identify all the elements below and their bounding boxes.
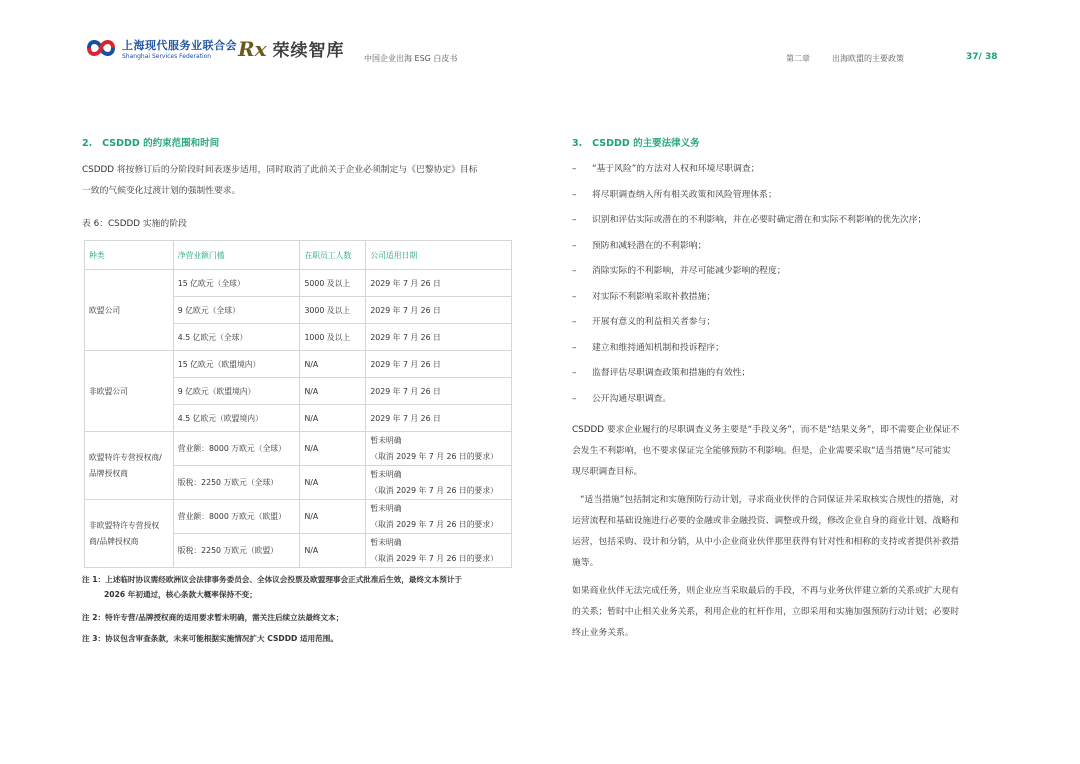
dash-bullet: – [572, 291, 577, 302]
date-line: （取消 2029 年 7 月 26 日的要求） [370, 519, 498, 529]
list-item [572, 208, 1012, 234]
table-row [85, 500, 512, 534]
employees-cell: N/A [300, 500, 366, 534]
table-header-row [85, 241, 512, 270]
paragraph-line: 终止业务关系。 [572, 628, 634, 638]
date-line: （取消 2029 年 7 月 26 日的要求） [370, 451, 498, 461]
list-item [572, 336, 1012, 362]
note-line: 2026 年初通过，核心条款大概率保持不变； [104, 590, 257, 599]
list-item-text: “基于风险”的方法对人权和环境尽职调查； [592, 164, 760, 174]
date-cell: 2029 年 7 月 26 日 [366, 270, 512, 297]
dash-bullet: – [572, 317, 577, 327]
date-line: 暂未明确 [370, 435, 402, 445]
list-item-text: 公开沟通尽职调查。 [592, 393, 672, 404]
section-title-scope: 2. CSDDD 的约束范围和时间 [82, 138, 220, 149]
category-cell [85, 432, 174, 500]
obligation-paragraph-2 [572, 490, 1012, 574]
threshold-cell: 15 亿欧元（全球） [173, 270, 300, 297]
table-note-1 [82, 572, 522, 602]
employees-cell: N/A [300, 432, 366, 466]
list-item [572, 234, 1012, 260]
list-item-text: 消除实际的不利影响，并尽可能减少影响的程度； [592, 266, 786, 276]
employees-cell: 5000 及以上 [300, 270, 366, 297]
note-line: 注 1：上述临时协议需经欧洲议会法律事务委员会、全体议会投票及欧盟理事会正式批准后生效，最终文本预计于 [82, 575, 463, 584]
threshold-cell: 9 亿欧元（欧盟境内） [173, 378, 300, 405]
date-line: 暂未明确 [370, 503, 402, 513]
paragraph-line: 会发生不利影响，也不要求保证完全能够预防不利影响。但是，企业需要采取“适当措施”尽可能实 [572, 446, 951, 456]
employees-cell: 3000 及以上 [300, 297, 366, 324]
list-item-text: 将尽职调查纳入所有相关政策和风险管理体系； [592, 189, 777, 200]
list-item [572, 259, 1012, 285]
list-item-text: 对实际不利影响采取补救措施； [592, 291, 716, 302]
employees-cell: N/A [300, 466, 366, 500]
dash-bullet: – [572, 240, 577, 251]
table-header-cell: 公司适用日期 [366, 241, 512, 270]
category-cell [85, 500, 174, 568]
list-item [572, 387, 1012, 413]
table-header-cell: 在职员工人数 [300, 241, 366, 270]
date-cell: 2029 年 7 月 26 日 [366, 378, 512, 405]
list-item [572, 183, 1012, 209]
category-line: 非欧盟特许专营授权 [89, 520, 160, 530]
date-line: （取消 2029 年 7 月 26 日的要求） [370, 553, 498, 563]
paragraph-line: 施等。 [572, 558, 599, 568]
table-caption: 表 6：CSDDD 实施的阶段 [82, 219, 187, 229]
date-cell: 2029 年 7 月 26 日 [366, 351, 512, 378]
intro-line: CSDDD 将按修订后的分阶段时间表逐步适用，同时取消了此前关于企业必须制定与《巴黎协定》目标 [82, 165, 478, 175]
category-line: 商/品牌授权商 [89, 536, 139, 546]
category-line: 品牌授权商 [89, 468, 128, 478]
employees-cell: 1000 及以上 [300, 324, 366, 351]
date-cell: 2029 年 7 月 26 日 [366, 297, 512, 324]
rx-logo-mark: Rx [238, 36, 267, 61]
intro-line: 一致的气候变化过渡计划的强制性要求。 [82, 186, 241, 196]
threshold-cell: 4.5 亿欧元（欧盟境内） [173, 405, 300, 432]
threshold-cell: 4.5 亿欧元（全球） [173, 324, 300, 351]
table-header-cell: 净营业额门槛 [173, 241, 300, 270]
dash-bullet: – [572, 266, 577, 276]
category-cell: 欧盟公司 [85, 270, 174, 351]
list-item [572, 157, 1012, 183]
date-line: （取消 2029 年 7 月 26 日的要求） [370, 485, 498, 495]
dash-bullet: – [572, 164, 577, 174]
dash-bullet: – [572, 368, 577, 378]
table-row [85, 432, 512, 466]
date-line: 暂未明确 [370, 469, 402, 479]
paragraph-line: 现尽职调查目标。 [572, 467, 643, 477]
dash-bullet: – [572, 189, 577, 200]
employees-cell: N/A [300, 351, 366, 378]
list-item [572, 361, 1012, 387]
paragraph-line: “适当措施”包括制定和实施预防行动计划，寻求商业伙伴的合同保证并采取核实合规性的措施，对 [580, 495, 959, 505]
date-cell: 2029 年 7 月 26 日 [366, 324, 512, 351]
report-title: 中国企业出海 ESG 白皮书 [364, 54, 458, 63]
threshold-cell: 营业额：8000 万欧元（欧盟） [173, 500, 300, 534]
list-item-text: 监督评估尽职调查政策和措施的有效性； [592, 368, 751, 378]
list-item-text: 建立和维持通知机制和投诉程序； [592, 342, 724, 353]
threshold-cell: 版税：2250 万欧元（全球） [173, 466, 300, 500]
ssf-logo [86, 36, 237, 60]
csddd-phase-table [84, 240, 512, 568]
page-header [0, 0, 1080, 80]
table-row [85, 270, 512, 297]
list-item-text: 开展有意义的利益相关者参与； [592, 317, 716, 327]
section-title-obligations: 3. CSDDD 的主要法律义务 [572, 138, 700, 149]
rx-brand-name: 荣续智库 [272, 41, 345, 61]
chapter-label: 第二章 [786, 54, 810, 63]
obligations-list [572, 157, 1012, 412]
date-cell [366, 500, 512, 534]
date-cell [366, 534, 512, 568]
date-cell: 2029 年 7 月 26 日 [366, 405, 512, 432]
dash-bullet: – [572, 342, 577, 353]
date-cell [366, 432, 512, 466]
list-item [572, 285, 1012, 311]
ssf-logo-icon [86, 36, 116, 60]
date-line: 暂未明确 [370, 537, 402, 547]
dash-bullet: – [572, 393, 577, 404]
obligation-paragraph-1 [572, 420, 1012, 483]
paragraph-line: 运营流程和基础设施进行必要的金融或非金融投资、调整或升级，修改企业自身的商业计划、战略和 [572, 516, 960, 526]
dash-bullet: – [572, 215, 577, 225]
threshold-cell: 版税：2250 万欧元（欧盟） [173, 534, 300, 568]
threshold-cell: 营业额：8000 万欧元（全球） [173, 432, 300, 466]
date-cell [366, 466, 512, 500]
paragraph-line: 运营，包括采购、设计和分销，从中小企业商业伙伴那里获得有针对性和相称的支持或者提供补救措 [572, 537, 960, 547]
threshold-cell: 15 亿欧元（欧盟境内） [173, 351, 300, 378]
chapter-title: 出海欧盟的主要政策 [832, 54, 904, 63]
table-header-cell: 种类 [85, 241, 174, 270]
list-item-text: 识别和评估实际或潜在的不利影响，并在必要时确定潜在和实际不利影响的优先次序； [592, 215, 927, 225]
threshold-cell: 9 亿欧元（全球） [173, 297, 300, 324]
obligation-paragraph-3 [572, 581, 1012, 644]
ssf-name-en: Shanghai Services Federation [122, 52, 212, 60]
employees-cell: N/A [300, 534, 366, 568]
rx-logo [238, 36, 345, 61]
page-number: 37/ 38 [966, 52, 998, 62]
paragraph-line: 如果商业伙伴无法完成任务，则企业应当采取最后的手段，不再与业务伙伴建立新的关系或扩大现有 [572, 586, 960, 596]
table-note-3: 注 3：协议包含审查条款，未来可能根据实施情况扩大 CSDDD 适用范围。 [82, 634, 338, 643]
employees-cell: N/A [300, 378, 366, 405]
table-note-2: 注 2：特许专营/品牌授权商的适用要求暂未明确，需关注后续立法最终文本； [82, 613, 344, 622]
paragraph-line: CSDDD 要求企业履行的尽职调查义务主要是“手段义务”，而不是“结果义务”，即不需要企业保证不 [572, 425, 960, 435]
paragraph-line: 的关系；暂时中止相关业务关系，利用企业的杠杆作用，立即采用和实施加强预防行动计划；必要时 [572, 607, 960, 617]
list-item-text: 预防和减轻潜在的不利影响； [592, 240, 707, 251]
list-item [572, 310, 1012, 336]
employees-cell: N/A [300, 405, 366, 432]
intro-paragraph [82, 160, 522, 202]
category-cell: 非欧盟公司 [85, 351, 174, 432]
category-line: 欧盟特许专营授权商/ [89, 452, 162, 462]
ssf-name-cn: 上海现代服务业联合会 [122, 38, 237, 52]
table-row [85, 351, 512, 378]
